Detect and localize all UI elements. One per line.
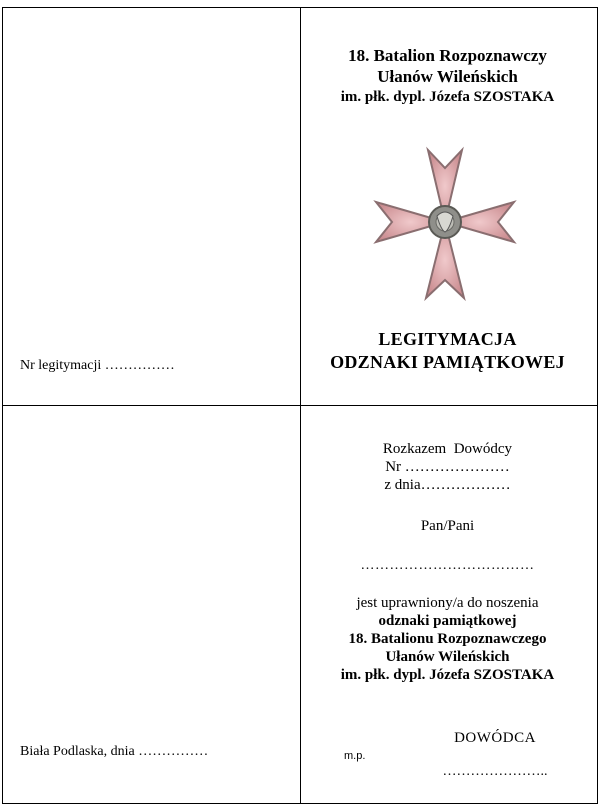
maltese-cross-badge-icon [360, 140, 530, 305]
order-line-2: Nr ………………… [385, 459, 510, 475]
order-line-3: z dnia……………… [384, 477, 511, 493]
salutation: Pan/Pani [420, 518, 475, 534]
unit-title-line-1: 18. Batalion Rozpoznawczy [348, 46, 547, 65]
order-line-1: Rozkazem Dowódcy [382, 441, 513, 457]
order-block [305, 440, 590, 494]
card-title-line-1: LEGITYMACJA [378, 329, 517, 349]
card-grid [2, 7, 598, 804]
unit-title-line-2: Ułanów Wileńskich [377, 67, 518, 86]
entitlement-line-4: Ułanów Wileńskich [385, 649, 510, 665]
entitlement-block [305, 594, 590, 684]
commander-label: DOWÓDCA [454, 730, 536, 746]
entitlement-line-5: im. płk. dypl. Józefa SZOSTAKA [340, 667, 555, 683]
horizontal-fold-line [3, 405, 597, 406]
entitlement-line-2: odznaki pamiątkowej [378, 613, 517, 629]
card-title [305, 328, 590, 374]
unit-title [305, 45, 590, 108]
entitlement-line-1: jest uprawniony/a do noszenia [356, 595, 539, 611]
signature-line: ………………….. [442, 764, 548, 779]
card-number-label: Nr legitymacji …………… [20, 358, 175, 373]
stamp-label: m.p. [344, 750, 366, 762]
name-placeholder: ……………………………… [360, 558, 535, 573]
place-date-label: Biała Podlaska, dnia …………… [20, 744, 209, 759]
unit-title-line-3: im. płk. dypl. Józefa SZOSTAKA [340, 89, 555, 105]
card-title-line-2: ODZNAKI PAMIĄTKOWEJ [330, 352, 565, 372]
entitlement-line-3: 18. Batalionu Rozpoznawczego [348, 631, 547, 647]
